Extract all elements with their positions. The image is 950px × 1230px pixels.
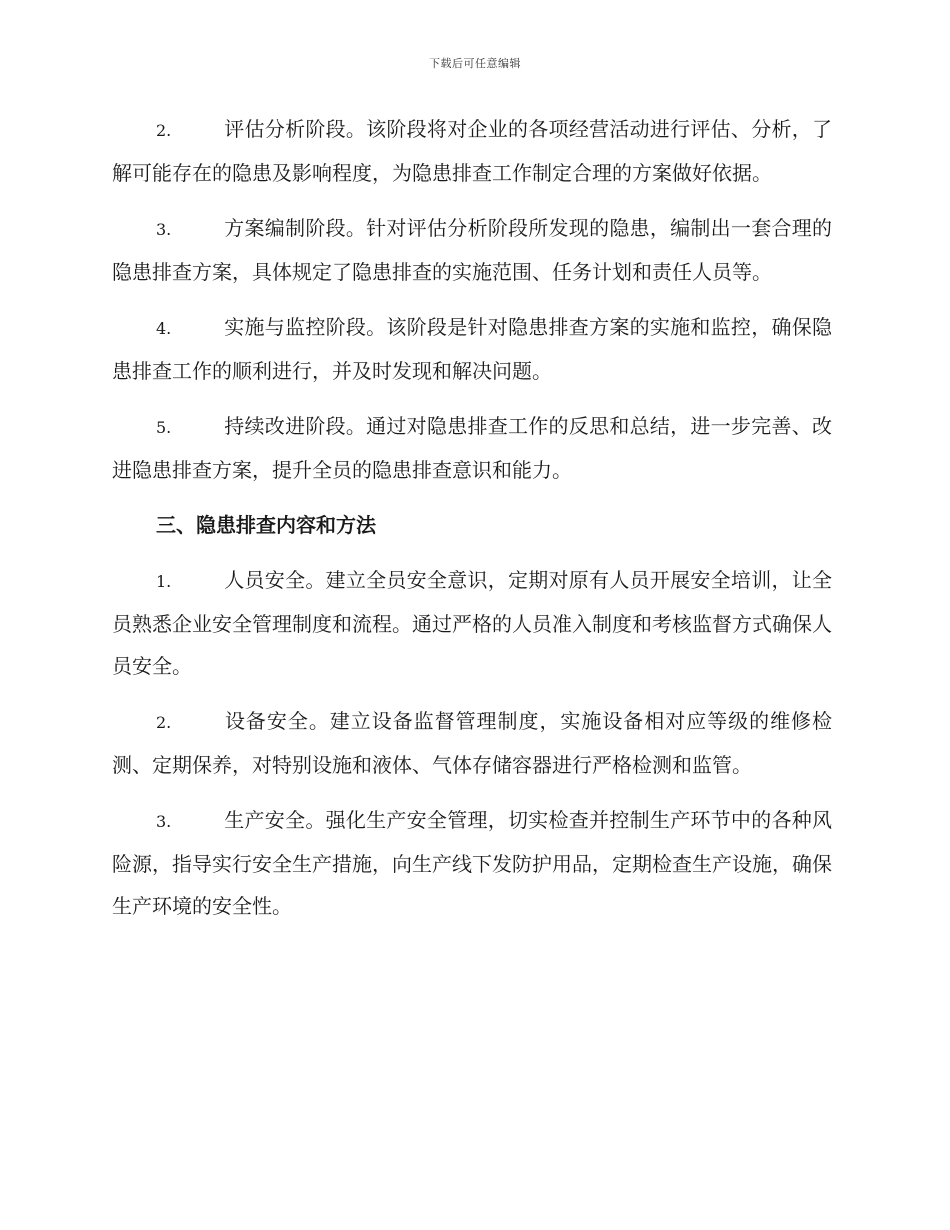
section-heading: 三、隐患排查内容和方法 <box>156 513 376 537</box>
list-item-text: 人员安全。建立全员安全意识，定期对原有人员开展安全培训，让全员熟悉企业安全管理制度和流程。通过严格的人员准入制度和考核监督方式确保人员安全。 <box>112 568 832 678</box>
list-item <box>112 700 832 786</box>
list-item-number: 3. <box>156 812 172 831</box>
document-body <box>112 108 832 940</box>
list-item-text: 实施与监控阶段。该阶段是针对隐患排查方案的实施和监控，确保隐患排查工作的顺利进行，并及时发现和解决问题。 <box>112 315 832 383</box>
list-item-number: 2. <box>156 121 172 140</box>
list-item-number: 5. <box>156 418 172 437</box>
list-item-number: 2. <box>156 713 172 732</box>
list-item-number: 3. <box>156 220 172 239</box>
list-item <box>112 559 832 687</box>
list-item <box>112 405 832 491</box>
list-item-number: 1. <box>156 572 172 591</box>
list-item <box>112 306 832 392</box>
page-header: 下载后可任意编辑 <box>429 57 521 70</box>
list-item-text: 方案编制阶段。针对评估分析阶段所发现的隐患，编制出一套合理的隐患排查方案，具体规定了隐患排查的实施范围、任务计划和责任人员等。 <box>112 216 832 284</box>
list-item-number: 4. <box>156 319 172 338</box>
list-item <box>112 207 832 293</box>
list-item <box>112 799 832 927</box>
list-item-text: 评估分析阶段。该阶段将对企业的各项经营活动进行评估、分析，了解可能存在的隐患及影响程度，为隐患排查工作制定合理的方案做好依据。 <box>112 117 832 185</box>
list-item <box>112 108 832 194</box>
list-item-text: 设备安全。建立设备监督管理制度，实施设备相对应等级的维修检测、定期保养，对特别设施和液体、气体存储容器进行严格检测和监管。 <box>112 709 832 777</box>
list-item-text: 生产安全。强化生产安全管理，切实检查并控制生产环节中的各种风险源，指导实行安全生产措施，向生产线下发防护用品，定期检查生产设施，确保生产环境的安全性。 <box>112 808 832 918</box>
list-item-text: 持续改进阶段。通过对隐患排查工作的反思和总结，进一步完善、改进隐患排查方案，提升全员的隐患排查意识和能力。 <box>112 414 832 482</box>
